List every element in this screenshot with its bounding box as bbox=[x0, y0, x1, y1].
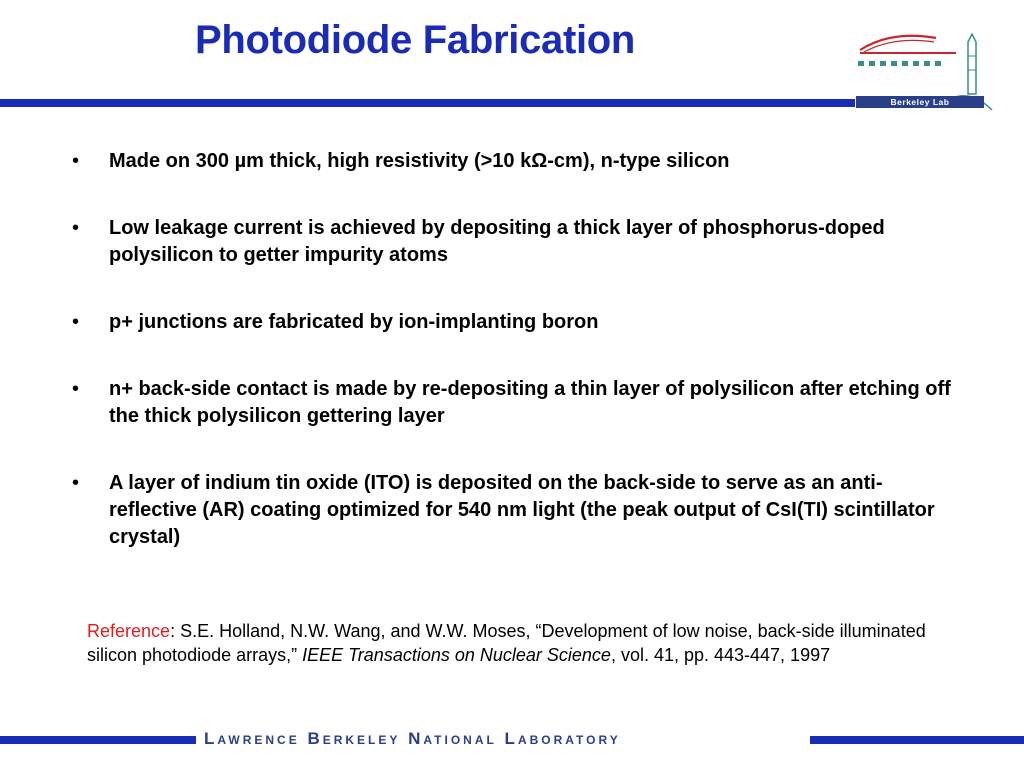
footer-rule-left bbox=[0, 736, 196, 744]
footer-rule-right bbox=[810, 736, 1024, 744]
bullet-list bbox=[72, 148, 952, 591]
bullet-marker: • bbox=[72, 311, 80, 333]
bullet-marker: • bbox=[72, 472, 80, 494]
title-rule bbox=[0, 99, 855, 107]
bullet-item bbox=[72, 148, 952, 175]
reference-citation bbox=[87, 619, 957, 667]
bullet-text: n+ back-side contact is made by re-depositing a thin layer of polysilicon after etching off the thick polysilicon gettering layer bbox=[109, 378, 951, 427]
bullet-text: Made on 300 µm thick, high resistivity (>10 kΩ-cm), n-type silicon bbox=[109, 150, 730, 172]
slide-title: Photodiode Fabrication bbox=[195, 18, 636, 62]
bullet-item bbox=[72, 376, 952, 430]
bullet-text: p+ junctions are fabricated by ion-implanting boron bbox=[109, 311, 599, 333]
reference-volume: , vol. 41, pp. 443-447, 1997 bbox=[610, 645, 831, 665]
bullet-marker: • bbox=[72, 150, 80, 172]
bullet-text: A layer of indium tin oxide (ITO) is deposited on the back-side to serve as an anti-reflective (AR) coating optimized for 540 nm light (the peak output of CsI(TI) scintillator crystal) bbox=[109, 472, 935, 548]
bullet-text: Low leakage current is achieved by depositing a thick layer of phosphorus-doped polysilicon to getter impurity atoms bbox=[109, 217, 885, 266]
bullet-marker: • bbox=[72, 217, 80, 239]
logo-label: Berkeley Lab bbox=[856, 96, 984, 108]
reference-label: Reference bbox=[87, 621, 171, 641]
bullet-item bbox=[72, 309, 952, 336]
bullet-item bbox=[72, 215, 952, 269]
footer-lab-name: Lawrence Berkeley National Laboratory bbox=[204, 729, 621, 748]
bullet-item bbox=[72, 470, 952, 551]
reference-authors-title: : S.E. Holland, N.W. Wang, and W.W. Moses, “Development of low noise, back-side illuminated silicon photodiode arrays,” bbox=[87, 621, 926, 665]
reference-journal: IEEE Transactions on Nuclear Science bbox=[302, 645, 611, 665]
bullet-marker: • bbox=[72, 378, 80, 400]
